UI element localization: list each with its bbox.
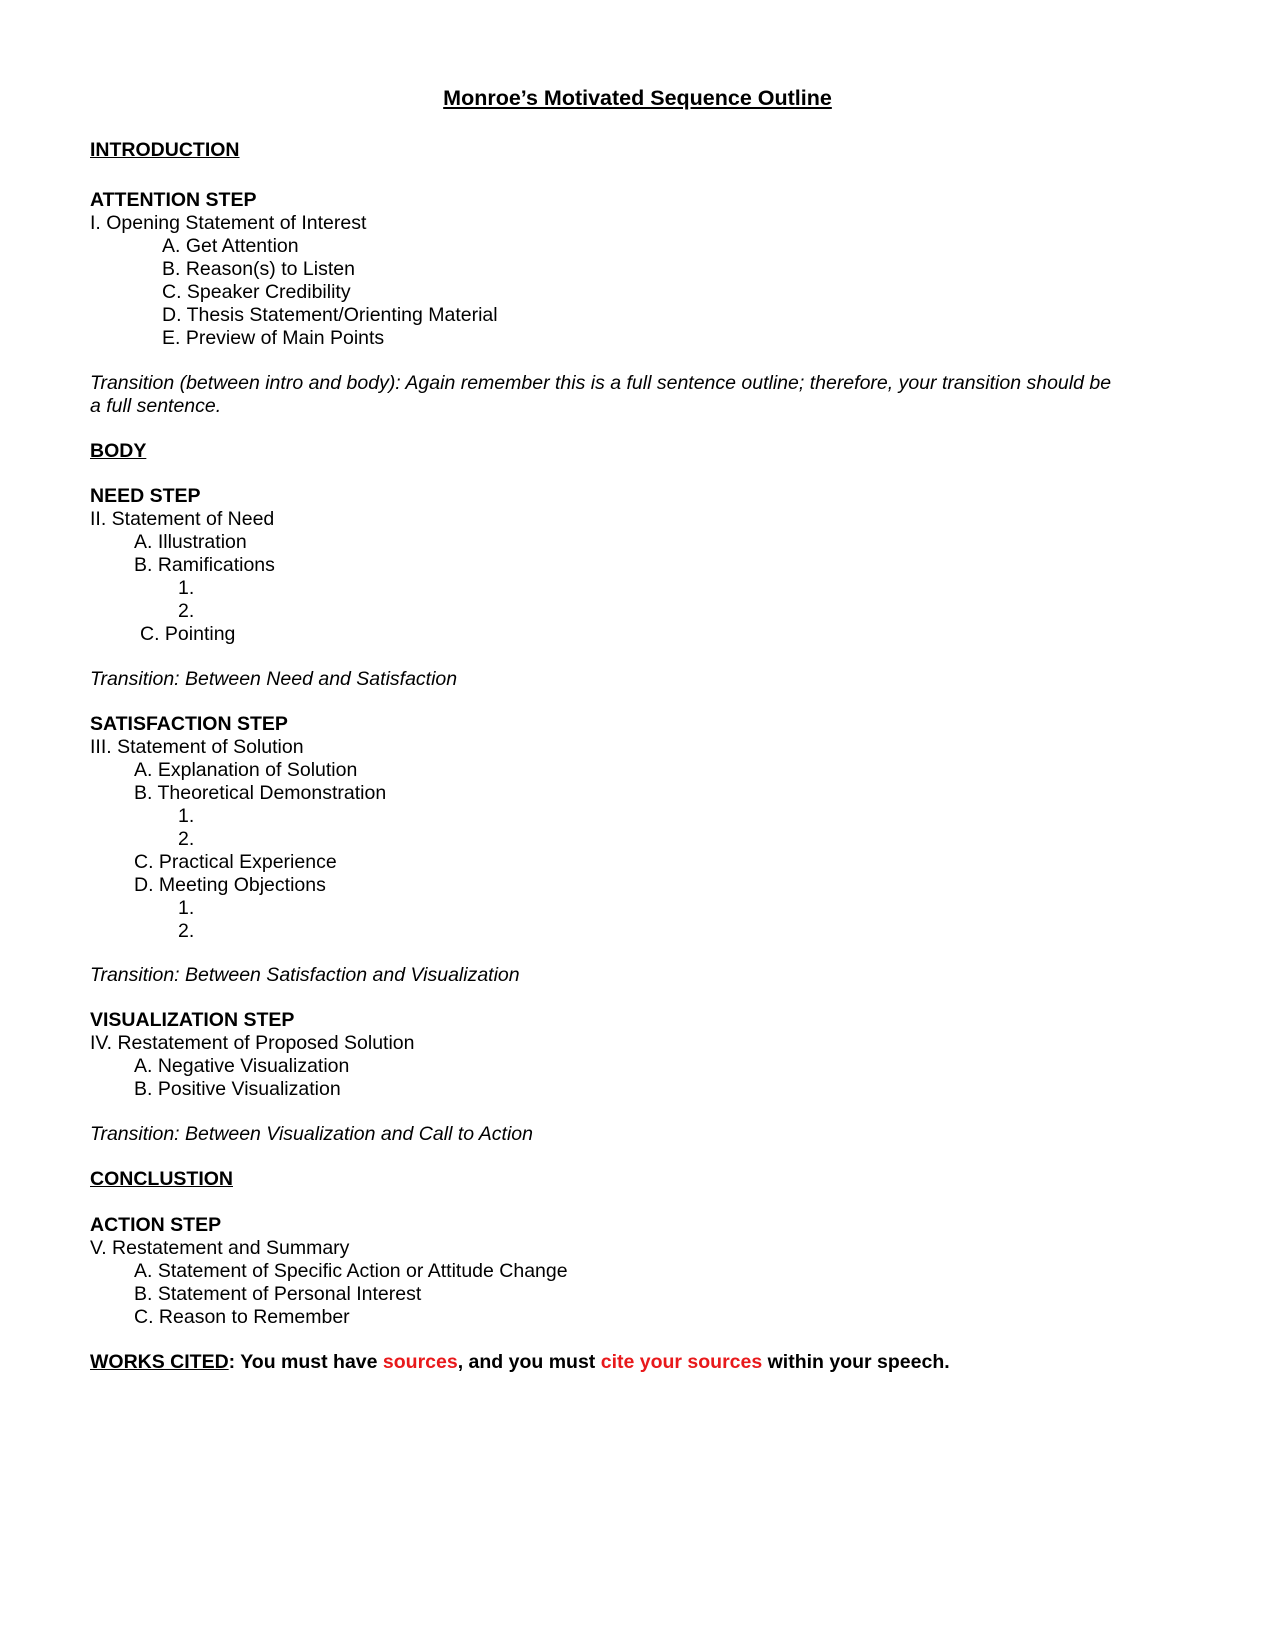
transition-intro-body-line2: a full sentence. bbox=[90, 395, 222, 417]
main-point-2: II. Statement of Need bbox=[90, 508, 275, 530]
document-title: Monroe’s Motivated Sequence Outline bbox=[443, 86, 832, 110]
subpoint-a: A. Get Attention bbox=[162, 235, 299, 257]
works-cited-sources: sources bbox=[382, 1351, 458, 1373]
satisfaction-subpoint-b: B. Theoretical Demonstration bbox=[134, 782, 387, 804]
subpoint-d: D. Thesis Statement/Orienting Material bbox=[162, 304, 498, 326]
step-heading-satisfaction: SATISFACTION STEP bbox=[90, 713, 288, 735]
transition-need-satisfaction: Transition: Between Need and Satisfaction bbox=[90, 668, 458, 690]
transition-satisfaction-visualization: Transition: Between Satisfaction and Visualization bbox=[90, 964, 520, 986]
need-subpoint-a: A. Illustration bbox=[134, 531, 247, 553]
main-point-1: I. Opening Statement of Interest bbox=[90, 212, 367, 234]
action-subpoint-b: B. Statement of Personal Interest bbox=[134, 1283, 422, 1305]
transition-visualization-action: Transition: Between Visualization and Call to Action bbox=[90, 1123, 533, 1145]
need-subpoint-c: C. Pointing bbox=[140, 623, 236, 645]
section-heading-introduction: INTRODUCTION bbox=[90, 139, 240, 161]
visualization-subpoint-b: B. Positive Visualization bbox=[134, 1078, 341, 1100]
section-heading-body: BODY bbox=[90, 440, 147, 462]
subpoint-e: E. Preview of Main Points bbox=[162, 327, 385, 349]
step-heading-attention: ATTENTION STEP bbox=[90, 189, 257, 211]
transition-intro-body-line1: Transition (between intro and body): Again remember this is a full sentence outline; therefore, your transition should be bbox=[90, 372, 1112, 394]
step-heading-visualization: VISUALIZATION STEP bbox=[90, 1009, 295, 1031]
satisfaction-subpoint-b-item-1: 1. bbox=[178, 805, 195, 827]
works-cited-text-2: , and you must bbox=[457, 1351, 601, 1373]
subpoint-c: C. Speaker Credibility bbox=[162, 281, 351, 303]
works-cited-text-3: within your speech. bbox=[762, 1351, 950, 1373]
main-point-3: III. Statement of Solution bbox=[90, 736, 304, 758]
visualization-subpoint-a: A. Negative Visualization bbox=[134, 1055, 350, 1077]
satisfaction-subpoint-b-item-2: 2. bbox=[178, 828, 195, 850]
satisfaction-subpoint-a: A. Explanation of Solution bbox=[134, 759, 358, 781]
step-heading-need: NEED STEP bbox=[90, 485, 201, 507]
satisfaction-subpoint-c: C. Practical Experience bbox=[134, 851, 337, 873]
subpoint-b: B. Reason(s) to Listen bbox=[162, 258, 355, 280]
main-point-4: IV. Restatement of Proposed Solution bbox=[90, 1032, 415, 1054]
need-subpoint-b-item-2: 2. bbox=[178, 600, 195, 622]
satisfaction-subpoint-d: D. Meeting Objections bbox=[134, 874, 326, 896]
need-subpoint-b: B. Ramifications bbox=[134, 554, 275, 576]
section-heading-conclusion: CONCLUSTION bbox=[90, 1168, 233, 1190]
works-cited-label: WORKS CITED bbox=[90, 1351, 229, 1373]
works-cited-cite: cite your sources bbox=[600, 1351, 763, 1373]
main-point-5: V. Restatement and Summary bbox=[90, 1237, 350, 1259]
satisfaction-subpoint-d-item-2: 2. bbox=[178, 920, 195, 942]
works-cited-statement bbox=[90, 1350, 950, 1374]
satisfaction-subpoint-d-item-1: 1. bbox=[178, 897, 195, 919]
step-heading-action: ACTION STEP bbox=[90, 1214, 222, 1236]
works-cited-text-1: : You must have bbox=[228, 1351, 383, 1373]
action-subpoint-a: A. Statement of Specific Action or Attitude Change bbox=[134, 1260, 568, 1282]
action-subpoint-c: C. Reason to Remember bbox=[134, 1306, 350, 1328]
need-subpoint-b-item-1: 1. bbox=[178, 577, 195, 599]
